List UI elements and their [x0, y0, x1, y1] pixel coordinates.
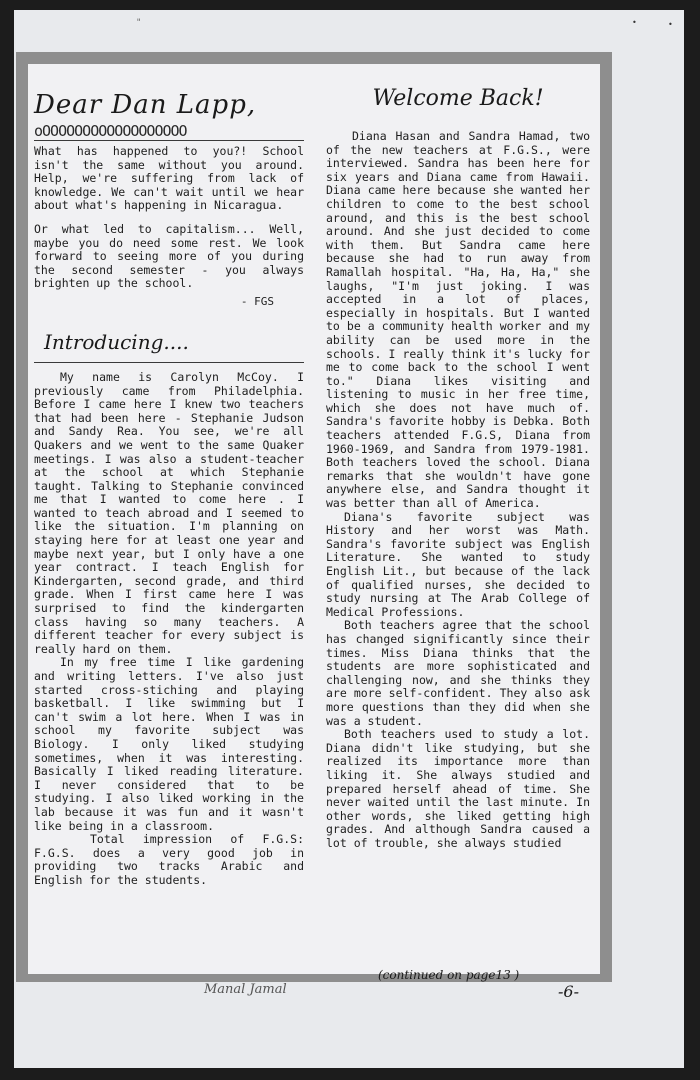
divider — [34, 362, 304, 363]
dear-dan-paragraph: What has happened to you?! School isn't the same without you around. Help, we're suffering from lack of knowledge. We can't wait until we hear about what's happening in Nicaragua. — [34, 144, 304, 213]
chain-decoration-icon: oOOOOOOOOOOOOOOOOOO — [34, 122, 187, 138]
introducing-paragraph: Total impression of F.G.S: F.G.S. does a very good job in providing two tracks Arabic and English for the students. — [34, 832, 304, 887]
dear-dan-sign: - FGS — [240, 294, 274, 308]
introducing-paragraph: In my free time I like gardening and writing letters. I've also just started cross-stiching and playing basketball. I like swimming but I can't swim a lot here. When I was in school my favorite subject was Biology. I only liked studying sometimes, when it was interesting. Basically I liked reading literature. I never considered that to be studying. I also liked working in the lab because it was fun and it wasn't like being in a classroom. — [34, 655, 304, 833]
welcome-back-heading: Welcome Back! — [372, 86, 544, 111]
welcome-paragraph: Both teachers used to study a lot. Diana didn't like studying, but she realized its importance more than liking it. She always studied and prepared herself ahead of time. She never waited until the last minute. In other words, she liked getting high grades. And although Sandra caused a lot of trouble, she always studied — [326, 727, 590, 850]
welcome-paragraph: Diana's favorite subject was History and her worst was Math. Sandra's favorite subject was English Literature. She wanted to study English Lit., but because of the lack of qualified nurses, she decided to study nursing at The Arab College of Medical Professions. — [326, 509, 590, 619]
left-column — [34, 90, 304, 888]
dear-dan-paragraph: Or what led to capitalism... Well, maybe you do need some rest. We look forward to seeing more of you during the second semester - you always brighten up the school. — [34, 221, 304, 291]
welcome-paragraph: Both teachers agree that the school has changed significantly since their times. Miss Diana thinks that the students are more sophisticated and challenging now, and she thinks they are more self-confident. They also ask more questions than they did when she was a student. — [326, 618, 590, 728]
top-mark: " — [136, 18, 142, 28]
introducing-paragraph: My name is Carolyn McCoy. I previously came from Philadelphia. Before I came here I knew two teachers that had been here - Stephanie Judson and Sandy Rea. You see, we're all Quakers and we went to the same Quaker meetings. I was also a student-teacher at the school at which Stephanie taught. Talking to Stephanie convinced me that I wanted to come here . I wanted to teach abroad and I seemed to like the situation. I'm planning on staying here for at least one year and maybe next year, but I only have a one year contract. I teach English for Kindergarten, second grade, and third grade. When I first came here I was surprised to find the kindergarten class having so many teachers. A different teacher for every subject is really hard on them. — [34, 369, 304, 656]
introducing-heading: Introducing.... — [44, 329, 189, 354]
punch-hole-icon: • — [632, 18, 637, 27]
divider — [34, 140, 304, 141]
signature: Manal Jamal — [204, 982, 287, 997]
dear-dan-heading: Dear Dan Lapp, — [34, 90, 257, 120]
welcome-paragraph: Diana Hasan and Sandra Hamad, two of the new teachers at F.G.S., were interviewed. Sandra has been here for six years and Diana came from Hawaii. Diana came here because she wanted her children to come to the best school around, and this is the best school around. And she just decided to come with them. But Sandra came here because she had to run away from Ramallah hospital. "Ha, Ha, Ha," she laughs, "I'm just joking. I was accepted in a lot of places, especially in hospitals. But I wanted to be a community health worker and my ability can be used more in the schools. I really think it's lucky for me to come back to the school I went to." Diana likes visiting and listening to music in her free time, which she does not have much of. Sandra's favorite hobby is Debka. Both teachers attended F.G.S, Diana from 1960-1969, and Sandra from 1979-1981. Both teachers loved the school. Diana remarks that she wouldn't have gone anywhere else, and Sandra thought it was better than all of America. — [326, 129, 590, 511]
page-number: -6- — [558, 982, 579, 1001]
continued-note: (continued on page13 ) — [378, 968, 520, 982]
right-column — [326, 86, 590, 850]
punch-hole-icon: • — [668, 20, 673, 29]
